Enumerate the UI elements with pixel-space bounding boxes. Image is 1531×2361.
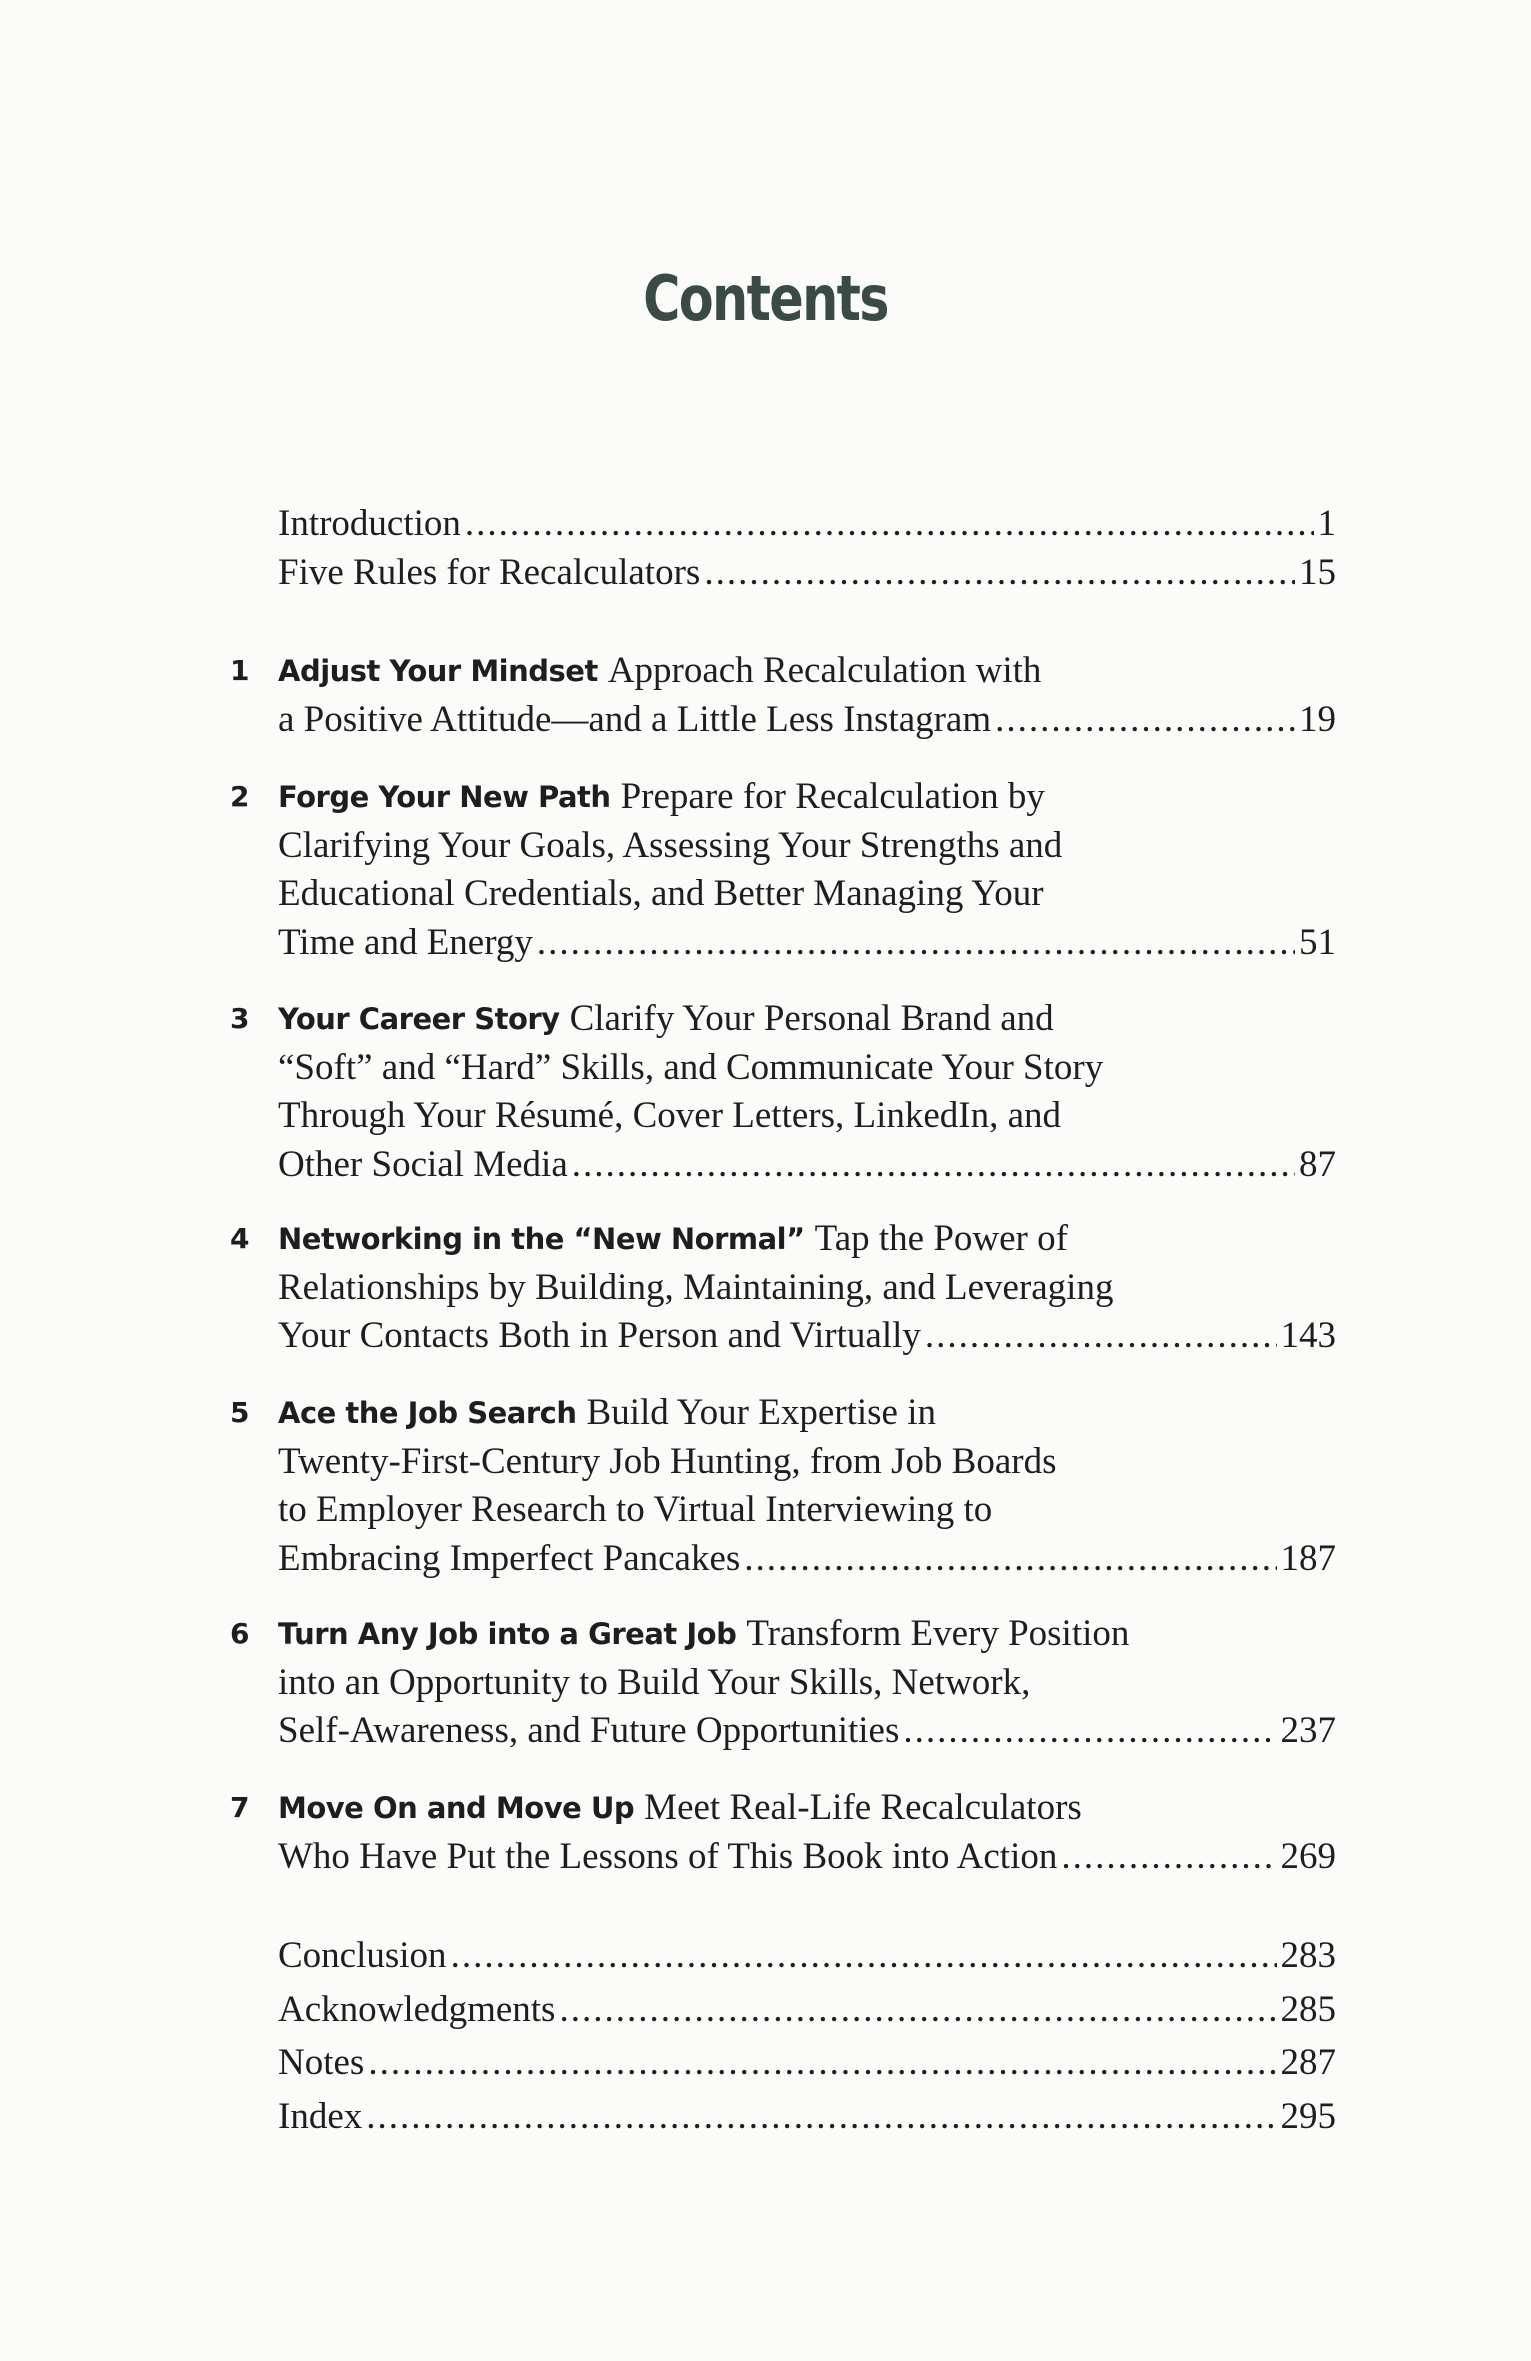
chapter-title: Networking in the “New Normal”	[278, 1222, 805, 1256]
chapter-subtitle: Prepare for Recalculation by	[620, 776, 1045, 817]
chapter-subtitle-line: Through Your Résumé, Cover Letters, LinkedIn, and	[278, 1095, 1062, 1136]
chapter-subtitle-line: “Soft” and “Hard” Skills, and Communicate Your Story	[278, 1046, 1104, 1088]
chapter-entry	[230, 1389, 1336, 1583]
page-title: Contents	[643, 262, 888, 335]
page-number: 287	[1280, 2042, 1336, 2083]
page-number: 1	[1317, 503, 1336, 544]
toc-entry	[278, 2093, 1336, 2142]
leader-dots	[465, 500, 1314, 549]
page-number: 15	[1299, 551, 1336, 593]
chapter-first-line	[278, 1389, 1336, 1438]
page-number: 87	[1299, 1143, 1336, 1185]
chapter-entry	[230, 647, 1336, 744]
toc-entry	[278, 500, 1336, 549]
chapter-first-line	[278, 647, 1336, 696]
front-matter	[278, 500, 1336, 597]
entry-text: Index	[278, 2095, 363, 2137]
chapter-last-line	[278, 919, 1336, 968]
chapter-subtitle: Approach Recalculation with	[607, 650, 1042, 691]
chapter-subtitle-line: to Employer Research to Virtual Interviewing to	[278, 1489, 993, 1530]
chapter-last-line	[278, 1707, 1336, 1756]
entry-text: Notes	[278, 2042, 365, 2083]
chapter-last-line	[278, 1141, 1336, 1190]
page-number: 237	[1280, 1710, 1336, 1751]
entry-text: Introduction	[278, 503, 461, 544]
leader-dots	[925, 1312, 1277, 1361]
page-number: 19	[1299, 698, 1336, 740]
chapter-first-line	[278, 995, 1336, 1044]
chapter-last-line	[278, 696, 1336, 745]
chapter-entry	[230, 995, 1336, 1189]
chapter-first-line	[278, 1610, 1336, 1659]
chapter-title: Adjust Your Mindset	[278, 654, 598, 688]
chapter-number: 1	[230, 654, 250, 687]
chapter-number: 5	[230, 1396, 250, 1429]
chapter-subtitle-line: Twenty-First-Century Job Hunting, from Job Boards	[278, 1440, 1057, 1482]
chapter-first-line	[278, 1215, 1336, 1264]
chapter-number: 6	[230, 1617, 250, 1650]
chapter-title: Your Career Story	[278, 1002, 560, 1036]
chapter-entry	[230, 1610, 1336, 1756]
chapter-title: Ace the Job Search	[278, 1396, 577, 1430]
leader-dots	[559, 1986, 1276, 2035]
entry-text: Time and Energy	[278, 921, 533, 963]
toc-entry	[278, 2039, 1336, 2088]
chapter-number: 7	[230, 1791, 250, 1824]
page-number: 51	[1299, 921, 1336, 963]
chapter-subtitle-line: Relationships by Building, Maintaining, and Leveraging	[278, 1266, 1114, 1308]
toc-entry	[278, 1986, 1336, 2035]
toc-entry	[278, 1932, 1336, 1981]
chapter-subtitle-line: Clarifying Your Goals, Assessing Your Strengths and	[278, 824, 1063, 866]
entry-text: Other Social Media	[278, 1143, 568, 1185]
page-number: 295	[1280, 2095, 1336, 2137]
chapter-title: Forge Your New Path	[278, 780, 611, 814]
chapter-entry	[230, 1215, 1336, 1361]
chapter-last-line	[278, 1312, 1336, 1361]
page-number: 269	[1280, 1835, 1336, 1877]
chapter-first-line	[278, 773, 1336, 822]
entry-text: Embracing Imperfect Pancakes	[278, 1537, 741, 1579]
chapter-entry	[230, 773, 1336, 967]
entry-text: Your Contacts Both in Person and Virtually	[278, 1315, 921, 1356]
entry-text: Acknowledgments	[278, 1988, 556, 2030]
entry-text: Conclusion	[278, 1935, 447, 1976]
leader-dots	[704, 549, 1295, 598]
chapter-number: 4	[230, 1222, 250, 1255]
chapter-first-line	[278, 1784, 1336, 1833]
leader-dots	[903, 1707, 1276, 1756]
chapter-title: Turn Any Job into a Great Job	[278, 1617, 737, 1651]
chapter-subtitle-line: Educational Credentials, and Better Managing Your	[278, 873, 1044, 914]
chapter-subtitle: Transform Every Position	[746, 1613, 1130, 1654]
chapter-title: Move On and Move Up	[278, 1791, 635, 1825]
entry-text: Five Rules for Recalculators	[278, 551, 701, 593]
chapter-subtitle: Meet Real-Life Recalculators	[644, 1787, 1082, 1828]
chapter-subtitle: Build Your Expertise in	[586, 1392, 936, 1433]
toc-entry	[278, 549, 1336, 598]
page-number: 187	[1280, 1537, 1336, 1579]
chapter-last-line	[278, 1535, 1336, 1584]
leader-dots	[572, 1141, 1295, 1190]
chapter-subtitle: Tap the Power of	[814, 1218, 1068, 1259]
chapter-number: 3	[230, 1002, 250, 1035]
leader-dots	[995, 696, 1295, 745]
page-number: 285	[1280, 1988, 1336, 2030]
entry-text: Self-Awareness, and Future Opportunities	[278, 1710, 900, 1751]
entry-text: a Positive Attitude—and a Little Less Instagram	[278, 698, 992, 740]
chapter-subtitle: Clarify Your Personal Brand and	[569, 998, 1054, 1039]
leader-dots	[744, 1535, 1276, 1584]
page-number: 283	[1280, 1935, 1336, 1976]
entry-text: Who Have Put the Lessons of This Book into Action	[278, 1835, 1058, 1877]
leader-dots	[537, 919, 1295, 968]
chapter-subtitle-line: into an Opportunity to Build Your Skills, Network,	[278, 1661, 1031, 1703]
back-matter	[278, 1932, 1336, 2146]
leader-dots	[451, 1932, 1277, 1981]
chapter-number: 2	[230, 780, 250, 813]
leader-dots	[1061, 1833, 1276, 1882]
leader-dots	[368, 2039, 1276, 2088]
chapter-entry	[230, 1784, 1336, 1881]
chapter-last-line	[278, 1833, 1336, 1882]
page-number: 143	[1280, 1315, 1336, 1356]
leader-dots	[366, 2093, 1276, 2142]
